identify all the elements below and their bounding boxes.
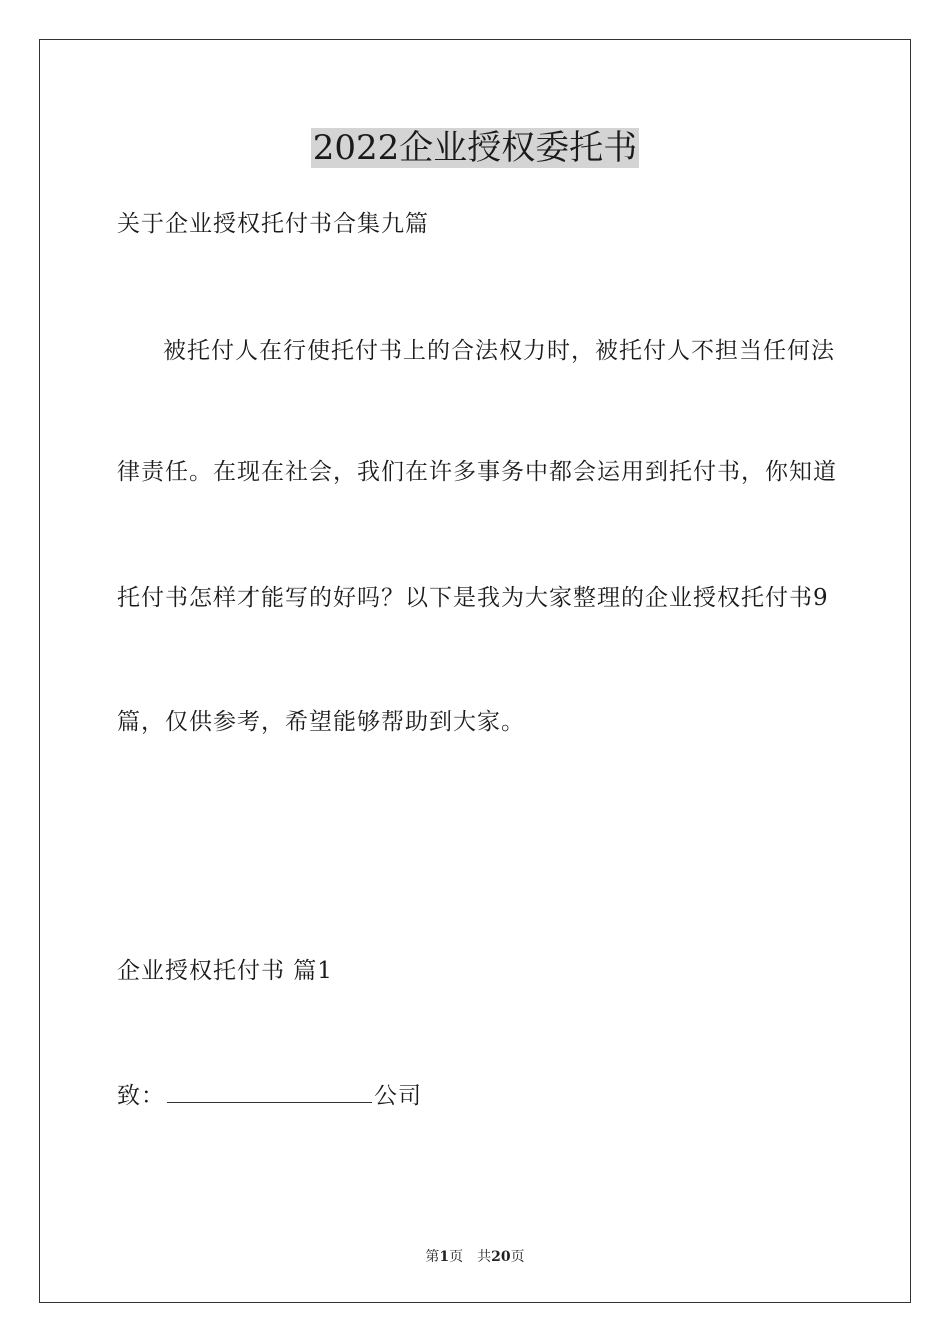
paragraph-line-1: 被托付人在行使托付书上的合法权力时，被托付人不担当任何法: [163, 338, 835, 364]
paragraph-line-2: 律责任。在现在社会，我们在许多事务中都会运用到托付书，你知道: [117, 459, 837, 485]
paragraph-line-3: 托付书怎样才能写的好吗？以下是我为大家整理的企业授权托付书9: [117, 585, 829, 611]
document-title-text: 2022企业授权委托书: [312, 128, 638, 168]
paragraph-line-4: 篇，仅供参考，希望能够帮助到大家。: [117, 709, 525, 735]
section-heading: 企业授权托付书 篇1: [117, 958, 333, 984]
page-prefix: 第: [425, 1249, 440, 1265]
document-title: [0, 126, 950, 170]
page-number: 1: [439, 1249, 450, 1265]
page-suffix: 页: [449, 1249, 464, 1265]
total-prefix: 共: [477, 1249, 492, 1265]
page-footer: [0, 1248, 950, 1266]
total-suffix: 页: [510, 1249, 525, 1265]
document-subtitle: 关于企业授权托付书合集九篇: [117, 211, 429, 237]
total-pages: 20: [491, 1249, 511, 1265]
addressee-suffix: 公司: [374, 1083, 422, 1109]
addressee-line: [117, 1080, 422, 1111]
addressee-prefix: 致：: [117, 1083, 165, 1109]
company-name-blank: [167, 1080, 372, 1103]
